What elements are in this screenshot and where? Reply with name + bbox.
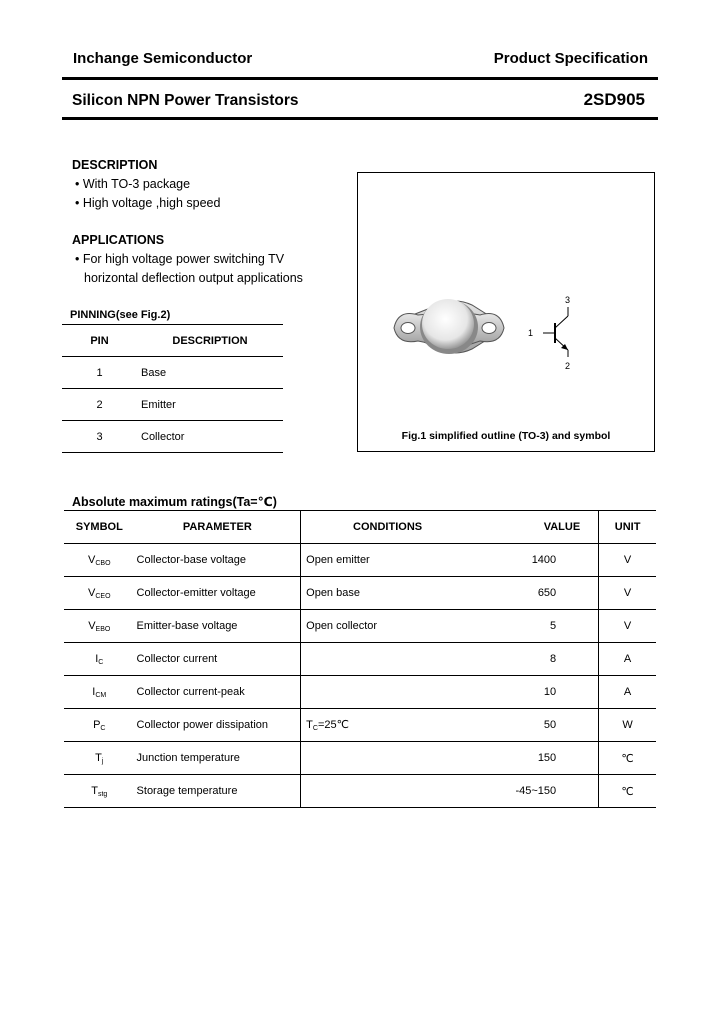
table-row: [64, 610, 656, 643]
pin-number: 2: [62, 389, 137, 421]
applications-bullet: • For high voltage power switching TV: [75, 252, 285, 266]
pin-description: Base: [137, 357, 283, 389]
symbol-cell: [64, 610, 135, 643]
pin-description: Collector: [137, 421, 283, 453]
symbol-cell: [64, 544, 135, 577]
table-row: [64, 544, 656, 577]
description-bullet: • With TO-3 package: [75, 177, 191, 191]
symbol-subscript: j: [101, 757, 104, 765]
conditions-cell: [301, 775, 438, 808]
conditions-cell: [301, 709, 438, 742]
part-number: 2SD905: [583, 90, 645, 109]
figure-caption: Fig.1 simplified outline (TO-3) and symbol: [401, 430, 611, 442]
symbol-subscript: CBO: [95, 559, 111, 567]
table-row: [64, 709, 656, 742]
unit-cell: ℃: [599, 775, 656, 808]
condition-rest: =25℃: [317, 719, 349, 731]
unit-cell: V: [599, 577, 656, 610]
symbol-subscript: EBO: [95, 625, 111, 633]
symbol-column-header: SYMBOL: [64, 511, 135, 544]
document-type: Product Specification: [493, 50, 648, 67]
pin-description: Emitter: [137, 389, 283, 421]
condition-subscript: C: [312, 725, 318, 732]
ratings-table: [64, 510, 656, 808]
parameter-cell: Emitter-base voltage: [135, 610, 301, 643]
unit-cell: V: [599, 544, 656, 577]
symbol-pin-label: 1: [528, 328, 534, 338]
value-cell: 650: [438, 577, 599, 610]
unit-column-header: UNIT: [599, 511, 656, 544]
applications-heading: APPLICATIONS: [72, 233, 165, 247]
parameter-cell: Collector current-peak: [135, 676, 301, 709]
symbol-letter: T: [91, 784, 98, 797]
symbol-cell: [64, 577, 135, 610]
symbol-letter: T: [95, 751, 102, 764]
table-row: [64, 577, 656, 610]
pin-column-header: PIN: [62, 325, 137, 357]
conditions-column-header: CONDITIONS: [301, 511, 438, 544]
parameter-cell: Collector current: [135, 643, 301, 676]
value-cell: 5: [438, 610, 599, 643]
pinning-header-row: [62, 325, 283, 357]
symbol-letter: I: [92, 685, 96, 698]
symbol-cell: [64, 742, 135, 775]
table-row: [64, 676, 656, 709]
value-cell: 1400: [438, 544, 599, 577]
table-row: [64, 775, 656, 808]
condition-symbol: T: [306, 719, 313, 731]
value-cell: 10: [438, 676, 599, 709]
description-heading: DESCRIPTION: [72, 158, 158, 172]
pin-number: 3: [62, 421, 137, 453]
table-row: [62, 421, 283, 453]
symbol-cell: [64, 709, 135, 742]
header-rule: [62, 77, 658, 80]
value-cell: 50: [438, 709, 599, 742]
table-row: [64, 643, 656, 676]
condition-text: Open collector: [306, 620, 378, 632]
condition-text: Open base: [306, 587, 360, 599]
ratings-heading: Absolute maximum ratings(Ta=℃): [72, 495, 277, 509]
symbol-pin-label: 3: [565, 295, 571, 305]
unit-cell: A: [599, 643, 656, 676]
conditions-cell: [301, 577, 438, 610]
symbol-letter: P: [93, 718, 101, 731]
parameter-cell: Storage temperature: [135, 775, 301, 808]
table-row: [62, 389, 283, 421]
conditions-cell: [301, 676, 438, 709]
symbol-subscript: CEO: [95, 592, 111, 600]
pin-number: 1: [62, 357, 137, 389]
symbol-subscript: C: [98, 658, 104, 666]
symbol-subscript: CM: [95, 691, 107, 699]
title-rule: [62, 117, 658, 120]
symbol-letter: V: [88, 619, 96, 632]
parameter-cell: Junction temperature: [135, 742, 301, 775]
figure-box: [357, 172, 655, 452]
description-bullet: • High voltage ,high speed: [75, 196, 221, 210]
table-row: [62, 357, 283, 389]
unit-cell: A: [599, 676, 656, 709]
symbol-subscript: stg: [97, 790, 108, 798]
company-name: Inchange Semiconductor: [73, 50, 253, 67]
parameter-cell: Collector-emitter voltage: [135, 577, 301, 610]
symbol-letter: V: [88, 586, 96, 599]
product-title: Silicon NPN Power Transistors: [72, 92, 299, 109]
pinning-heading: PINNING(see Fig.2): [70, 309, 171, 321]
symbol-pin-label: 2: [565, 361, 571, 371]
parameter-cell: Collector-base voltage: [135, 544, 301, 577]
value-cell: -45~150: [438, 775, 599, 808]
ratings-header-row: [64, 511, 656, 544]
unit-cell: V: [599, 610, 656, 643]
symbol-cell: [64, 643, 135, 676]
symbol-cell: [64, 775, 135, 808]
unit-cell: W: [599, 709, 656, 742]
symbol-subscript: C: [100, 724, 106, 732]
parameter-column-header: PARAMETER: [135, 511, 301, 544]
description-column-header: DESCRIPTION: [137, 325, 283, 357]
condition-text: Open emitter: [306, 554, 370, 566]
value-cell: 150: [438, 742, 599, 775]
symbol-cell: [64, 676, 135, 709]
symbol-letter: I: [95, 652, 99, 665]
conditions-cell: [301, 742, 438, 775]
npn-transistor-symbol: [358, 173, 654, 423]
parameter-cell: Collector power dissipation: [135, 709, 301, 742]
table-row: [64, 742, 656, 775]
applications-bullet-cont: horizontal deflection output applications: [84, 271, 303, 285]
value-column-header: VALUE: [438, 511, 599, 544]
conditions-cell: [301, 610, 438, 643]
conditions-cell: [301, 643, 438, 676]
symbol-letter: V: [88, 553, 96, 566]
value-cell: 8: [438, 643, 599, 676]
ratings-body: [64, 544, 656, 808]
unit-cell: ℃: [599, 742, 656, 775]
pinning-table: [62, 324, 283, 453]
conditions-cell: [301, 544, 438, 577]
